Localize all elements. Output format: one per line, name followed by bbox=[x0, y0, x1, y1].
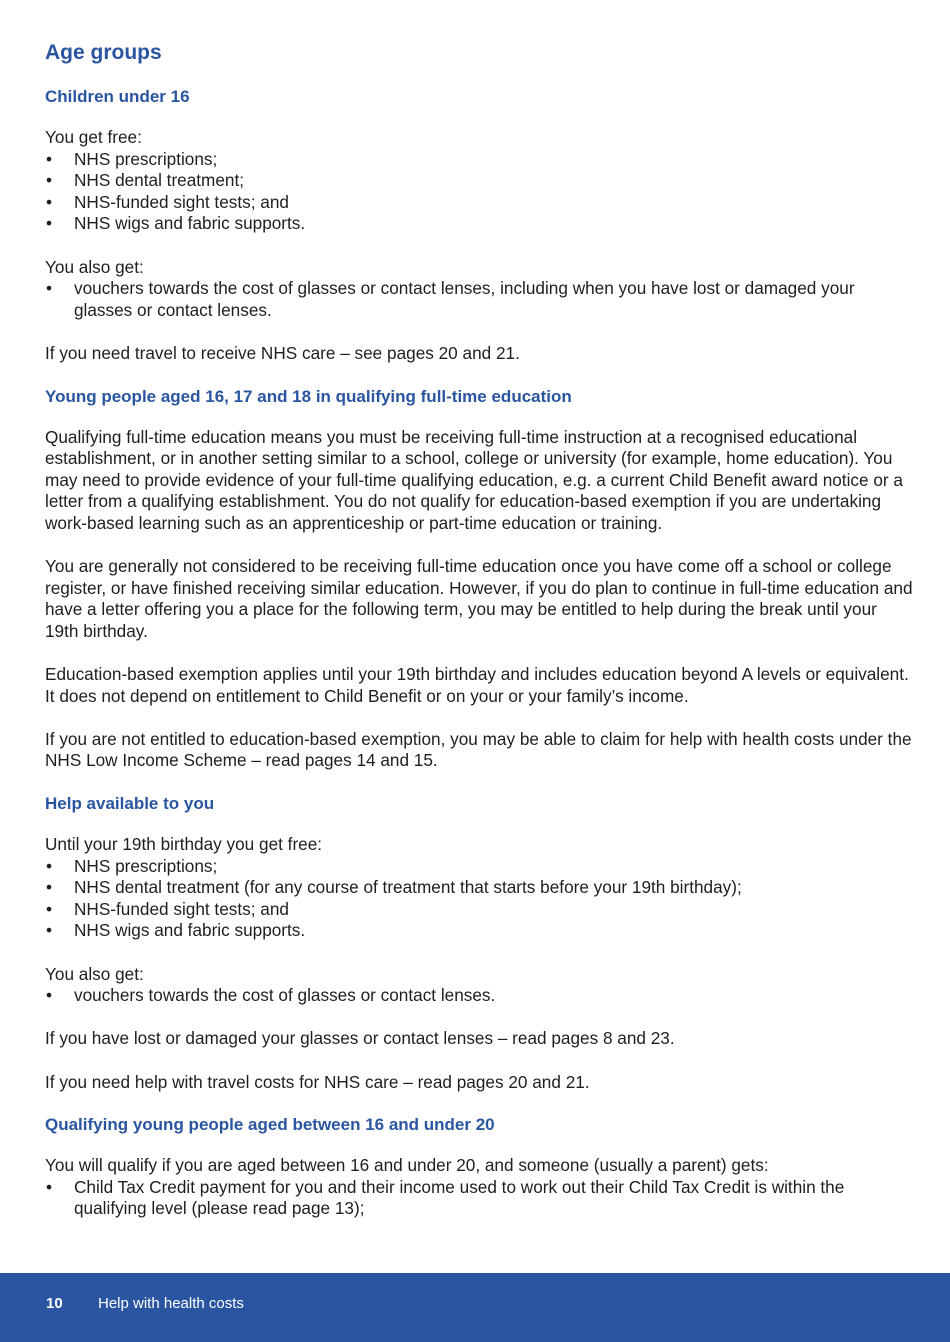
help-intro: Until your 19th birthday you get free: bbox=[45, 834, 323, 855]
children-also-intro: You also get: bbox=[45, 256, 144, 277]
paragraph: You are generally not considered to be receiving full-time education once you have come off a school or college register, or have finished receiving similar education. However, if you do plan to continue in full-time education and have a letter offering you a place for the following term, you may be entitled to help during the break until your 19th birthday. bbox=[45, 556, 913, 641]
help-also-list bbox=[45, 985, 915, 1007]
list-item: • NHS-funded sight tests; and bbox=[45, 899, 915, 921]
list-item: • NHS wigs and fabric supports. bbox=[45, 920, 915, 942]
list-item: • NHS prescriptions; bbox=[45, 856, 915, 878]
children-intro: You get free: bbox=[45, 127, 142, 147]
list-item: • NHS-funded sight tests; and bbox=[45, 192, 915, 214]
page-footer bbox=[0, 1273, 950, 1342]
help-lost: If you have lost or damaged your glasses or contact lenses – read pages 8 and 23. bbox=[45, 1028, 675, 1049]
list-item: • NHS dental treatment (for any course of treatment that starts before your 19th birthday); bbox=[45, 877, 915, 899]
page-number: 10 bbox=[46, 1295, 63, 1312]
list-item: • NHS wigs and fabric supports. bbox=[45, 213, 915, 235]
page-content bbox=[45, 38, 915, 1220]
help-also-intro: You also get: bbox=[45, 963, 144, 984]
section-title-children: Children under 16 bbox=[45, 87, 190, 106]
list-item: • NHS prescriptions; bbox=[45, 149, 915, 171]
section-title-qualifying: Qualifying young people aged between 16 and under 20 bbox=[45, 1115, 495, 1135]
help-free-list bbox=[45, 856, 915, 942]
footer-title: Help with health costs bbox=[98, 1295, 244, 1312]
qualifying-list bbox=[45, 1177, 915, 1220]
help-travel: If you need help with travel costs for NHS care – read pages 20 and 21. bbox=[45, 1071, 590, 1092]
children-free-list bbox=[45, 149, 915, 235]
section-title-help: Help available to you bbox=[45, 794, 215, 814]
paragraph: Qualifying full-time education means you must be receiving full-time instruction at a recognised educational establishment, or in another setting similar to a school, college or university (for example, home education). You may need to provide evidence of your full-time qualifying education, e.g. a current Child Benefit award notice or a letter from a qualifying establishment. You do not qualify for education-based exemption if you are undertaking work-based learning such as an apprenticeship or part-time education or training. bbox=[45, 426, 903, 533]
list-item: • NHS dental treatment; bbox=[45, 170, 915, 192]
list-item: • Child Tax Credit payment for you and their income used to work out their Child Tax Credit is within the qualifying level (please read page 13); bbox=[45, 1177, 915, 1220]
list-item: • vouchers towards the cost of glasses or contact lenses. bbox=[45, 985, 915, 1007]
paragraph: Education-based exemption applies until your 19th birthday and includes education beyond A levels or equivalent. It does not depend on entitlement to Child Benefit or on your or your family’s income. bbox=[45, 664, 909, 706]
list-item: • vouchers towards the cost of glasses or contact lenses, including when you have lost or damaged your glasses or contact lenses. bbox=[45, 278, 915, 321]
section-title-young-people: Young people aged 16, 17 and 18 in qualifying full-time education bbox=[45, 386, 572, 406]
paragraph: If you are not entitled to education-based exemption, you may be able to claim for help with health costs under the NHS Low Income Scheme – read pages 14 and 15. bbox=[45, 728, 912, 771]
page-heading: Age groups bbox=[45, 41, 162, 64]
qualifying-intro: You will qualify if you are aged between 16 and under 20, and someone (usually a parent) gets: bbox=[45, 1155, 769, 1176]
children-also-list bbox=[45, 278, 915, 321]
children-travel: If you need travel to receive NHS care – see pages 20 and 21. bbox=[45, 342, 520, 363]
